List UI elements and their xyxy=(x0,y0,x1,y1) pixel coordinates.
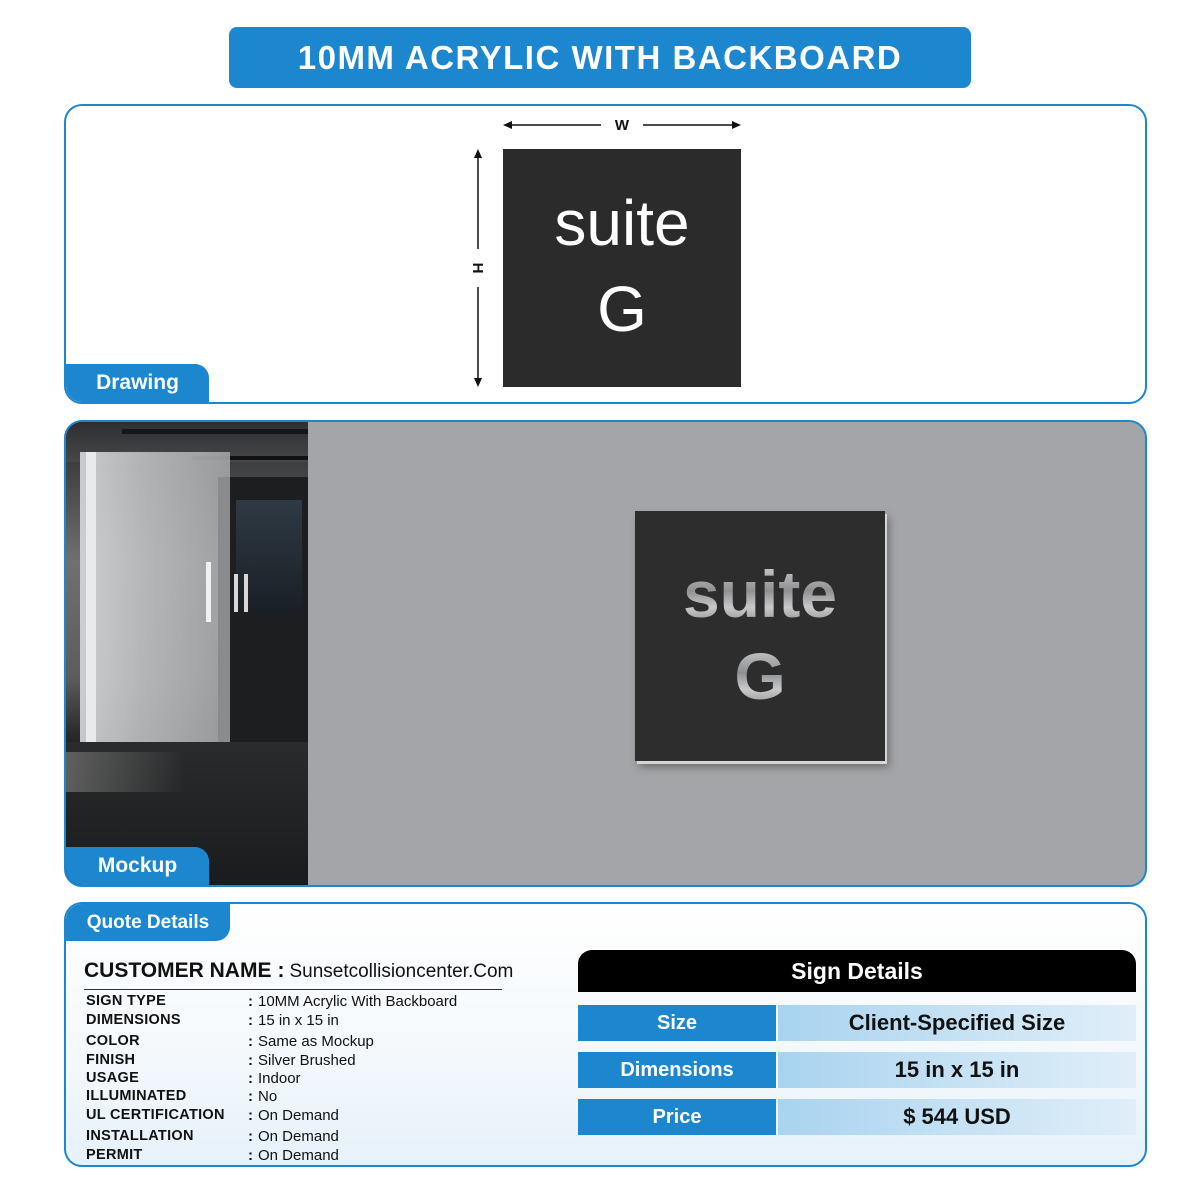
sign-details-row-size xyxy=(578,1005,1136,1041)
spec-key: ILLUMINATED xyxy=(86,1088,187,1104)
spec-key: COLOR xyxy=(86,1033,140,1049)
width-label: W xyxy=(614,117,630,134)
spec-key: SIGN TYPE xyxy=(86,993,167,1009)
mockup-tab-label: Mockup xyxy=(66,847,209,885)
spec-key: USAGE xyxy=(86,1070,140,1086)
photo-door-handle xyxy=(206,562,211,622)
sign-details-key: Price xyxy=(578,1099,776,1135)
customer-name-row xyxy=(84,959,513,983)
sign-details-value: $ 544 USD xyxy=(778,1099,1136,1135)
sign-mockup-line2: G xyxy=(635,643,885,709)
sign-drawing-line2: G xyxy=(597,273,647,345)
height-label: H xyxy=(469,262,486,274)
spec-key: DIMENSIONS xyxy=(86,1012,181,1028)
drawing-panel xyxy=(64,104,1147,404)
spec-value: : On Demand xyxy=(248,1107,339,1124)
spec-value: : No xyxy=(248,1088,277,1105)
spec-value: : Same as Mockup xyxy=(248,1033,374,1050)
mockup-panel xyxy=(64,420,1147,887)
photo-floor-reflection xyxy=(66,752,186,792)
customer-name-colon: : xyxy=(277,959,285,982)
spec-key: FINISH xyxy=(86,1052,136,1068)
quote-panel xyxy=(64,902,1147,1167)
sign-details-row-dimensions xyxy=(578,1052,1136,1088)
spec-value: : Indoor xyxy=(248,1070,301,1087)
sign-details-value: 15 in x 15 in xyxy=(778,1052,1136,1088)
spec-value: : 10MM Acrylic With Backboard xyxy=(248,993,457,1010)
page-title: 10MM ACRYLIC WITH BACKBOARD xyxy=(229,27,971,88)
photo-door-frame xyxy=(86,452,96,782)
customer-name-value: Sunsetcollisioncenter.Com xyxy=(289,961,514,982)
spec-value: : Silver Brushed xyxy=(248,1052,356,1069)
photo-light-strip xyxy=(122,429,308,434)
spec-value: : On Demand xyxy=(248,1128,339,1145)
spec-key: INSTALLATION xyxy=(86,1128,194,1144)
sign-details-key: Dimensions xyxy=(578,1052,776,1088)
sign-details-header: Sign Details xyxy=(578,950,1136,992)
spec-value: : 15 in x 15 in xyxy=(248,1012,339,1029)
sign-details-row-price xyxy=(578,1099,1136,1135)
sign-mockup xyxy=(635,511,885,761)
spec-key: UL CERTIFICATION xyxy=(86,1107,225,1123)
quote-tab-label: Quote Details xyxy=(66,904,230,941)
sign-details-value: Client-Specified Size xyxy=(778,1005,1136,1041)
spec-value: : On Demand xyxy=(248,1147,339,1164)
sign-drawing-line1: suite xyxy=(554,187,690,259)
sign-details-key: Size xyxy=(578,1005,776,1041)
photo-door-handle xyxy=(234,574,248,612)
spec-key: PERMIT xyxy=(86,1147,143,1163)
photo-door-frame xyxy=(218,477,230,777)
customer-name-label: CUSTOMER NAME xyxy=(84,959,272,982)
sign-mockup-line1: suite xyxy=(635,561,885,627)
drawing-tab-label: Drawing xyxy=(66,364,209,402)
customer-divider xyxy=(84,989,502,990)
width-dimension-arrow xyxy=(503,116,741,134)
office-photo xyxy=(66,422,308,887)
height-dimension-arrow xyxy=(466,149,490,387)
sign-drawing xyxy=(503,149,741,387)
